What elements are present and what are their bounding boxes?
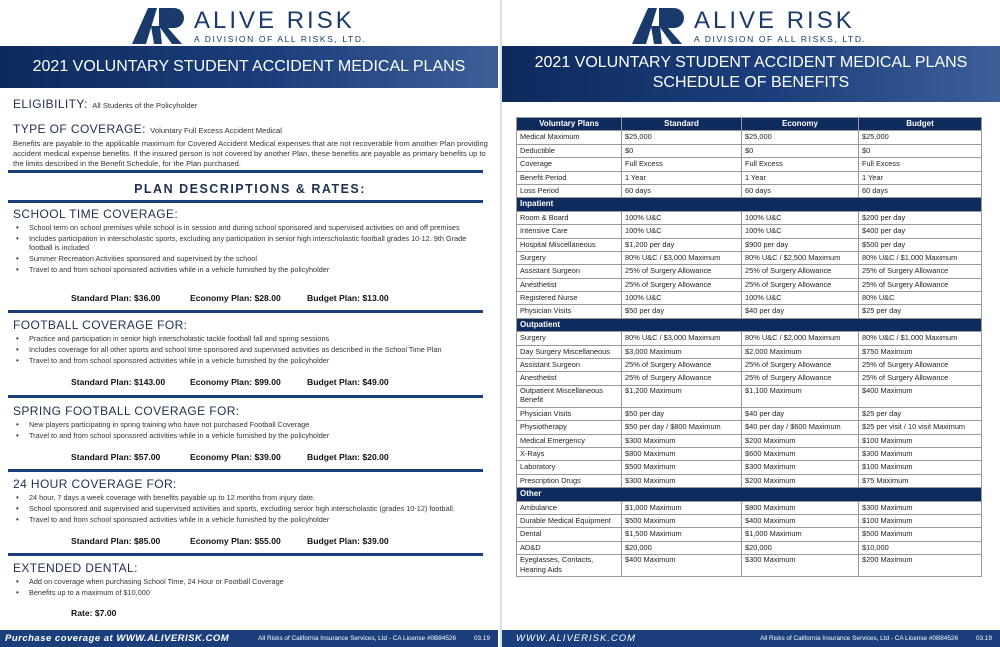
- benefit-value-cell: $600 Maximum: [742, 447, 859, 460]
- list-item: • Includes coverage for all other sports and school time sponsored and supervised activities as described in the School Time Plan: [13, 345, 488, 354]
- list-item: • Travel to and from school sponsored activities while in a vehicle furnished by the policyholder: [13, 356, 488, 365]
- benefit-name-cell: Laboratory: [517, 461, 622, 474]
- benefit-name-cell: Coverage: [517, 158, 622, 171]
- benefit-value-cell: $40 per day: [742, 407, 859, 420]
- alive-risk-logo: [632, 6, 867, 46]
- eligibility: [13, 95, 488, 113]
- extended-dental-section: [13, 561, 488, 599]
- column-header: Economy: [742, 118, 859, 131]
- benefit-name-cell: Day Surgery Miscellaneous: [517, 345, 622, 358]
- benefit-value-cell: $200 Maximum: [742, 434, 859, 447]
- benefit-value-cell: 80% U&C / $1,000 Maximum: [859, 332, 982, 345]
- benefit-value-cell: $500 Maximum: [622, 461, 742, 474]
- benefit-value-cell: $3,000 Maximum: [622, 345, 742, 358]
- license-text: All Risks of California Insurance Services, Ltd - CA License #0B84526: [760, 635, 958, 642]
- benefit-value-cell: Full Excess: [742, 158, 859, 171]
- table-group-row: [517, 198, 982, 211]
- benefit-value-cell: 25% of Surgery Allowance: [859, 359, 982, 372]
- page-title: [502, 46, 1000, 102]
- benefit-name-cell: X-Rays: [517, 447, 622, 460]
- type-of-coverage: [13, 120, 488, 170]
- benefit-value-cell: 25% of Surgery Allowance: [742, 372, 859, 385]
- brand-name: ALIVE RISK: [694, 6, 855, 34]
- benefit-name-cell: Dental: [517, 528, 622, 541]
- benefit-value-cell: $50 per day / $800 Maximum: [622, 421, 742, 434]
- table-row: [517, 171, 982, 184]
- benefit-value-cell: 25% of Surgery Allowance: [859, 278, 982, 291]
- revision-code: 03.19: [976, 635, 992, 642]
- standard-rate: Standard Plan: $36.00: [71, 293, 161, 303]
- table-body: [517, 131, 982, 577]
- benefit-value-cell: $25 per day: [859, 305, 982, 318]
- coverage-type-label: TYPE OF COVERAGE:: [13, 122, 146, 136]
- benefit-name-cell: Durable Medical Equipment: [517, 514, 622, 527]
- benefit-name-cell: Physiotherapy: [517, 421, 622, 434]
- column-header: Budget: [859, 118, 982, 131]
- benefit-value-cell: $25 per visit / 10 visit Maximum: [859, 421, 982, 434]
- table-row: [517, 211, 982, 224]
- license-text: All Risks of California Insurance Services, Ltd - CA License #0B84526: [258, 635, 456, 642]
- benefit-value-cell: $100 Maximum: [859, 434, 982, 447]
- table-row: [517, 144, 982, 157]
- table-row: [517, 345, 982, 358]
- benefit-value-cell: $900 per day: [742, 238, 859, 251]
- table-row: [517, 474, 982, 487]
- divider: [8, 310, 483, 313]
- benefit-name-cell: Ambulance: [517, 501, 622, 514]
- school-time-section: [13, 207, 488, 275]
- benefit-value-cell: $50 per day: [622, 305, 742, 318]
- table-row: [517, 278, 982, 291]
- football-section: [13, 318, 488, 366]
- table-row: [517, 251, 982, 264]
- list-item: • School term on school premises while school is in session and during school sponsored and supervised activities on and off premises: [13, 223, 488, 232]
- table-row: [517, 131, 982, 144]
- table-row: [517, 514, 982, 527]
- benefit-value-cell: 80% U&C / $3,000 Maximum: [622, 332, 742, 345]
- benefit-name-cell: Surgery: [517, 251, 622, 264]
- table-row: [517, 359, 982, 372]
- benefit-value-cell: 1 Year: [742, 171, 859, 184]
- benefit-value-cell: 100% U&C: [742, 225, 859, 238]
- benefit-value-cell: $300 Maximum: [742, 461, 859, 474]
- divider: [8, 395, 483, 398]
- divider: [8, 553, 483, 556]
- benefit-value-cell: $400 per day: [859, 225, 982, 238]
- table-row: [517, 461, 982, 474]
- benefit-value-cell: $400 Maximum: [742, 514, 859, 527]
- benefit-value-cell: 80% U&C / $3,000 Maximum: [622, 251, 742, 264]
- benefit-value-cell: $75 Maximum: [859, 474, 982, 487]
- benefit-name-cell: Registered Nurse: [517, 292, 622, 305]
- section-title: EXTENDED DENTAL:: [13, 561, 138, 575]
- budget-rate: Budget Plan: $13.00: [307, 293, 389, 303]
- benefit-value-cell: $100 Maximum: [859, 461, 982, 474]
- schedule-page: [502, 0, 1000, 647]
- benefit-value-cell: $400 Maximum: [622, 555, 742, 577]
- 24-hour-section: [13, 477, 488, 525]
- table-row: [517, 372, 982, 385]
- table-row: [517, 407, 982, 420]
- benefit-value-cell: $10,000: [859, 541, 982, 554]
- benefits-table: [516, 117, 982, 577]
- benefit-name-cell: Benefit Period: [517, 171, 622, 184]
- table-row: [517, 434, 982, 447]
- list-item: • Travel to and from school sponsored activities while in a vehicle furnished by the policyholder: [13, 431, 488, 440]
- ar-monogram-icon: [132, 8, 188, 44]
- list-item: • Summer Recreation Activities sponsored and supervised by the school: [13, 254, 488, 263]
- benefit-value-cell: $20,000: [742, 541, 859, 554]
- dental-rate: Rate: $7.00: [71, 608, 117, 618]
- list-item: • School sponsored and supervised and supervised activities and sports, excluding senior high interscholastic (grades 10-12) football.: [13, 504, 488, 513]
- benefit-value-cell: $200 Maximum: [859, 555, 982, 577]
- benefit-value-cell: Full Excess: [622, 158, 742, 171]
- table-row: [517, 184, 982, 197]
- website-link[interactable]: WWW.ALIVERISK.COM: [516, 633, 637, 644]
- benefit-value-cell: 1 Year: [622, 171, 742, 184]
- table-row: [517, 158, 982, 171]
- benefit-value-cell: $800 Maximum: [742, 501, 859, 514]
- table-group-row: [517, 488, 982, 501]
- benefit-name-cell: Intensive Care: [517, 225, 622, 238]
- benefit-value-cell: $200 per day: [859, 211, 982, 224]
- ar-monogram-icon: [632, 8, 688, 44]
- list-item: • Practice and participation in senior high interscholastic tackle football fall and spring sessions: [13, 334, 488, 343]
- benefit-value-cell: $300 Maximum: [742, 555, 859, 577]
- benefit-value-cell: $300 Maximum: [859, 447, 982, 460]
- economy-rate: Economy Plan: $39.00: [190, 452, 281, 462]
- benefit-value-cell: $25 per day: [859, 407, 982, 420]
- benefit-name-cell: Surgery: [517, 332, 622, 345]
- section-title: SCHOOL TIME COVERAGE:: [13, 207, 179, 221]
- table-row: [517, 225, 982, 238]
- divider: [8, 170, 483, 173]
- group-label: Inpatient: [517, 198, 982, 211]
- list-item: • Travel to and from school sponsored activities while in a vehicle furnished by the policyholder: [13, 515, 488, 524]
- list-item: • New players participating in spring training who have not purchased Football Coverage: [13, 420, 488, 429]
- benefit-value-cell: $0: [622, 144, 742, 157]
- benefit-value-cell: 80% U&C / $2,000 Maximum: [742, 332, 859, 345]
- benefit-name-cell: Deductible: [517, 144, 622, 157]
- benefit-value-cell: $1,000 Maximum: [622, 501, 742, 514]
- benefit-name-cell: Loss Period: [517, 184, 622, 197]
- banner-line-2: SCHEDULE OF BENEFITS: [652, 74, 850, 91]
- benefit-value-cell: 100% U&C: [742, 211, 859, 224]
- table-header-row: [517, 118, 982, 131]
- table-row: [517, 447, 982, 460]
- benefit-value-cell: $1,200 per day: [622, 238, 742, 251]
- benefit-value-cell: $300 Maximum: [622, 434, 742, 447]
- benefit-name-cell: Physician Visits: [517, 407, 622, 420]
- banner-line-1: 2021 VOLUNTARY STUDENT ACCIDENT MEDICAL PLANS: [534, 54, 968, 71]
- benefit-value-cell: 25% of Surgery Allowance: [742, 359, 859, 372]
- standard-rate: Standard Plan: $85.00: [71, 536, 161, 546]
- alive-risk-logo: [132, 6, 367, 46]
- list-item: • Add on coverage when purchasing School Time, 24 Hour or Football Coverage: [13, 577, 488, 586]
- benefit-value-cell: $500 Maximum: [859, 528, 982, 541]
- eligibility-label: ELIGIBILITY:: [13, 97, 88, 111]
- page-footer: [502, 630, 1000, 647]
- column-header: Voluntary Plans: [517, 118, 622, 131]
- list-item: • Travel to and from school sponsored activities while in a vehicle furnished by the policyholder: [13, 265, 488, 274]
- table-group-row: [517, 318, 982, 331]
- benefit-name-cell: Medical Emergency: [517, 434, 622, 447]
- brand-subtitle: A DIVISION OF ALL RISKS, LTD.: [694, 33, 867, 44]
- benefit-value-cell: $300 Maximum: [622, 474, 742, 487]
- economy-rate: Economy Plan: $99.00: [190, 377, 281, 387]
- benefit-value-cell: $100 Maximum: [859, 514, 982, 527]
- benefit-name-cell: AD&D: [517, 541, 622, 554]
- section-title: 24 HOUR COVERAGE FOR:: [13, 477, 177, 491]
- revision-code: 03.19: [474, 635, 490, 642]
- benefit-value-cell: 80% U&C / $2,500 Maximum: [742, 251, 859, 264]
- benefit-value-cell: $25,000: [742, 131, 859, 144]
- benefit-value-cell: $1,200 Maximum: [622, 385, 742, 407]
- economy-rate: Economy Plan: $28.00: [190, 293, 281, 303]
- brand-subtitle: A DIVISION OF ALL RISKS, LTD.: [194, 33, 367, 44]
- benefit-value-cell: 25% of Surgery Allowance: [742, 265, 859, 278]
- benefit-value-cell: 25% of Surgery Allowance: [622, 372, 742, 385]
- standard-rate: Standard Plan: $143.00: [71, 377, 166, 387]
- brand-name: ALIVE RISK: [194, 6, 355, 34]
- benefit-value-cell: 100% U&C: [622, 211, 742, 224]
- table-row: [517, 265, 982, 278]
- benefit-name-cell: Outpatient Miscellaneous Benefit: [517, 385, 622, 407]
- divider: [8, 200, 483, 203]
- benefit-value-cell: 80% U&C: [859, 292, 982, 305]
- benefit-value-cell: $750 Maximum: [859, 345, 982, 358]
- table-row: [517, 528, 982, 541]
- benefit-name-cell: Assistant Surgeon: [517, 359, 622, 372]
- benefit-value-cell: $40 per day: [742, 305, 859, 318]
- benefit-name-cell: Room & Board: [517, 211, 622, 224]
- benefit-name-cell: Eyeglasses, Contacts, Hearing Aids: [517, 555, 622, 577]
- benefit-name-cell: Anesthetist: [517, 372, 622, 385]
- list-item: • 24 hour, 7 days a week coverage with benefits payable up to 12 months from injury date.: [13, 493, 488, 502]
- table-row: [517, 555, 982, 577]
- column-header: Standard: [622, 118, 742, 131]
- benefit-name-cell: Assistant Surgeon: [517, 265, 622, 278]
- standard-rate: Standard Plan: $57.00: [71, 452, 161, 462]
- benefit-value-cell: 25% of Surgery Allowance: [622, 265, 742, 278]
- benefit-value-cell: 25% of Surgery Allowance: [859, 265, 982, 278]
- benefit-value-cell: $0: [859, 144, 982, 157]
- group-label: Other: [517, 488, 982, 501]
- coverage-type-text: Benefits are payable to the applicable maximum for Covered Accident Medical expenses that are not recoverable from another Plan providing accident medical expense benefits. If the insured person is not covered by another Plan, these benefits are payable as primary benefits up to the limits described in the Benefit Schedule, for the Plan purchased.: [13, 139, 488, 169]
- benefit-value-cell: 60 days: [859, 184, 982, 197]
- purchase-link[interactable]: Purchase coverage at WWW.ALIVERISK.COM: [5, 633, 230, 644]
- benefit-value-cell: $20,000: [622, 541, 742, 554]
- coverage-type-value: Voluntary Full Excess Accident Medical: [150, 126, 282, 135]
- benefit-value-cell: Full Excess: [859, 158, 982, 171]
- benefit-value-cell: $25,000: [622, 131, 742, 144]
- table-row: [517, 238, 982, 251]
- list-item: • Benefits up to a maximum of $10,000: [13, 588, 488, 597]
- benefit-value-cell: 60 days: [742, 184, 859, 197]
- benefit-value-cell: $500 per day: [859, 238, 982, 251]
- benefit-value-cell: 60 days: [622, 184, 742, 197]
- table-row: [517, 541, 982, 554]
- budget-rate: Budget Plan: $39.00: [307, 536, 389, 546]
- benefit-name-cell: Physician Visits: [517, 305, 622, 318]
- section-title: FOOTBALL COVERAGE FOR:: [13, 318, 188, 332]
- benefit-value-cell: $200 Maximum: [742, 474, 859, 487]
- benefit-value-cell: 100% U&C: [622, 225, 742, 238]
- divider: [8, 469, 483, 472]
- benefit-value-cell: $1,500 Maximum: [622, 528, 742, 541]
- table-row: [517, 292, 982, 305]
- budget-rate: Budget Plan: $20.00: [307, 452, 389, 462]
- benefit-value-cell: $25,000: [859, 131, 982, 144]
- benefit-value-cell: $300 Maximum: [859, 501, 982, 514]
- plan-descriptions-heading: PLAN DESCRIPTIONS & RATES:: [134, 182, 366, 196]
- list-item: • Includes participation in interscholastic sports, excluding any participation in senior high interscholastic football grades 10-12. 9th Grade football is included: [13, 234, 488, 253]
- benefit-value-cell: $400 Maximum: [859, 385, 982, 407]
- benefit-name-cell: Medical Maximum: [517, 131, 622, 144]
- benefit-value-cell: $50 per day: [622, 407, 742, 420]
- benefit-value-cell: 80% U&C / $1,000 Maximum: [859, 251, 982, 264]
- benefit-value-cell: 1 Year: [859, 171, 982, 184]
- table-row: [517, 501, 982, 514]
- budget-rate: Budget Plan: $49.00: [307, 377, 389, 387]
- benefit-value-cell: $2,000 Maximum: [742, 345, 859, 358]
- benefit-value-cell: $40 per day / $600 Maximum: [742, 421, 859, 434]
- benefit-value-cell: 25% of Surgery Allowance: [622, 278, 742, 291]
- benefit-value-cell: 100% U&C: [742, 292, 859, 305]
- benefit-value-cell: $500 Maximum: [622, 514, 742, 527]
- benefit-name-cell: Anesthetist: [517, 278, 622, 291]
- benefit-value-cell: $0: [742, 144, 859, 157]
- benefit-value-cell: 25% of Surgery Allowance: [742, 278, 859, 291]
- benefit-value-cell: 25% of Surgery Allowance: [622, 359, 742, 372]
- table-row: [517, 332, 982, 345]
- eligibility-value: All Students of the Policyholder: [92, 101, 198, 110]
- benefit-value-cell: $800 Maximum: [622, 447, 742, 460]
- section-title: SPRING FOOTBALL COVERAGE FOR:: [13, 404, 240, 418]
- page-footer: [0, 630, 498, 647]
- table-row: [517, 305, 982, 318]
- benefit-value-cell: $1,000 Maximum: [742, 528, 859, 541]
- benefit-name-cell: Prescription Drugs: [517, 474, 622, 487]
- group-label: Outpatient: [517, 318, 982, 331]
- economy-rate: Economy Plan: $55.00: [190, 536, 281, 546]
- benefit-value-cell: $1,100 Maximum: [742, 385, 859, 407]
- page-title: 2021 VOLUNTARY STUDENT ACCIDENT MEDICAL PLANS: [0, 46, 498, 88]
- spring-football-section: [13, 404, 488, 442]
- table-row: [517, 421, 982, 434]
- benefit-name-cell: Hospital Miscellaneous: [517, 238, 622, 251]
- benefit-value-cell: 100% U&C: [622, 292, 742, 305]
- table-row: [517, 385, 982, 407]
- benefit-value-cell: 25% of Surgery Allowance: [859, 372, 982, 385]
